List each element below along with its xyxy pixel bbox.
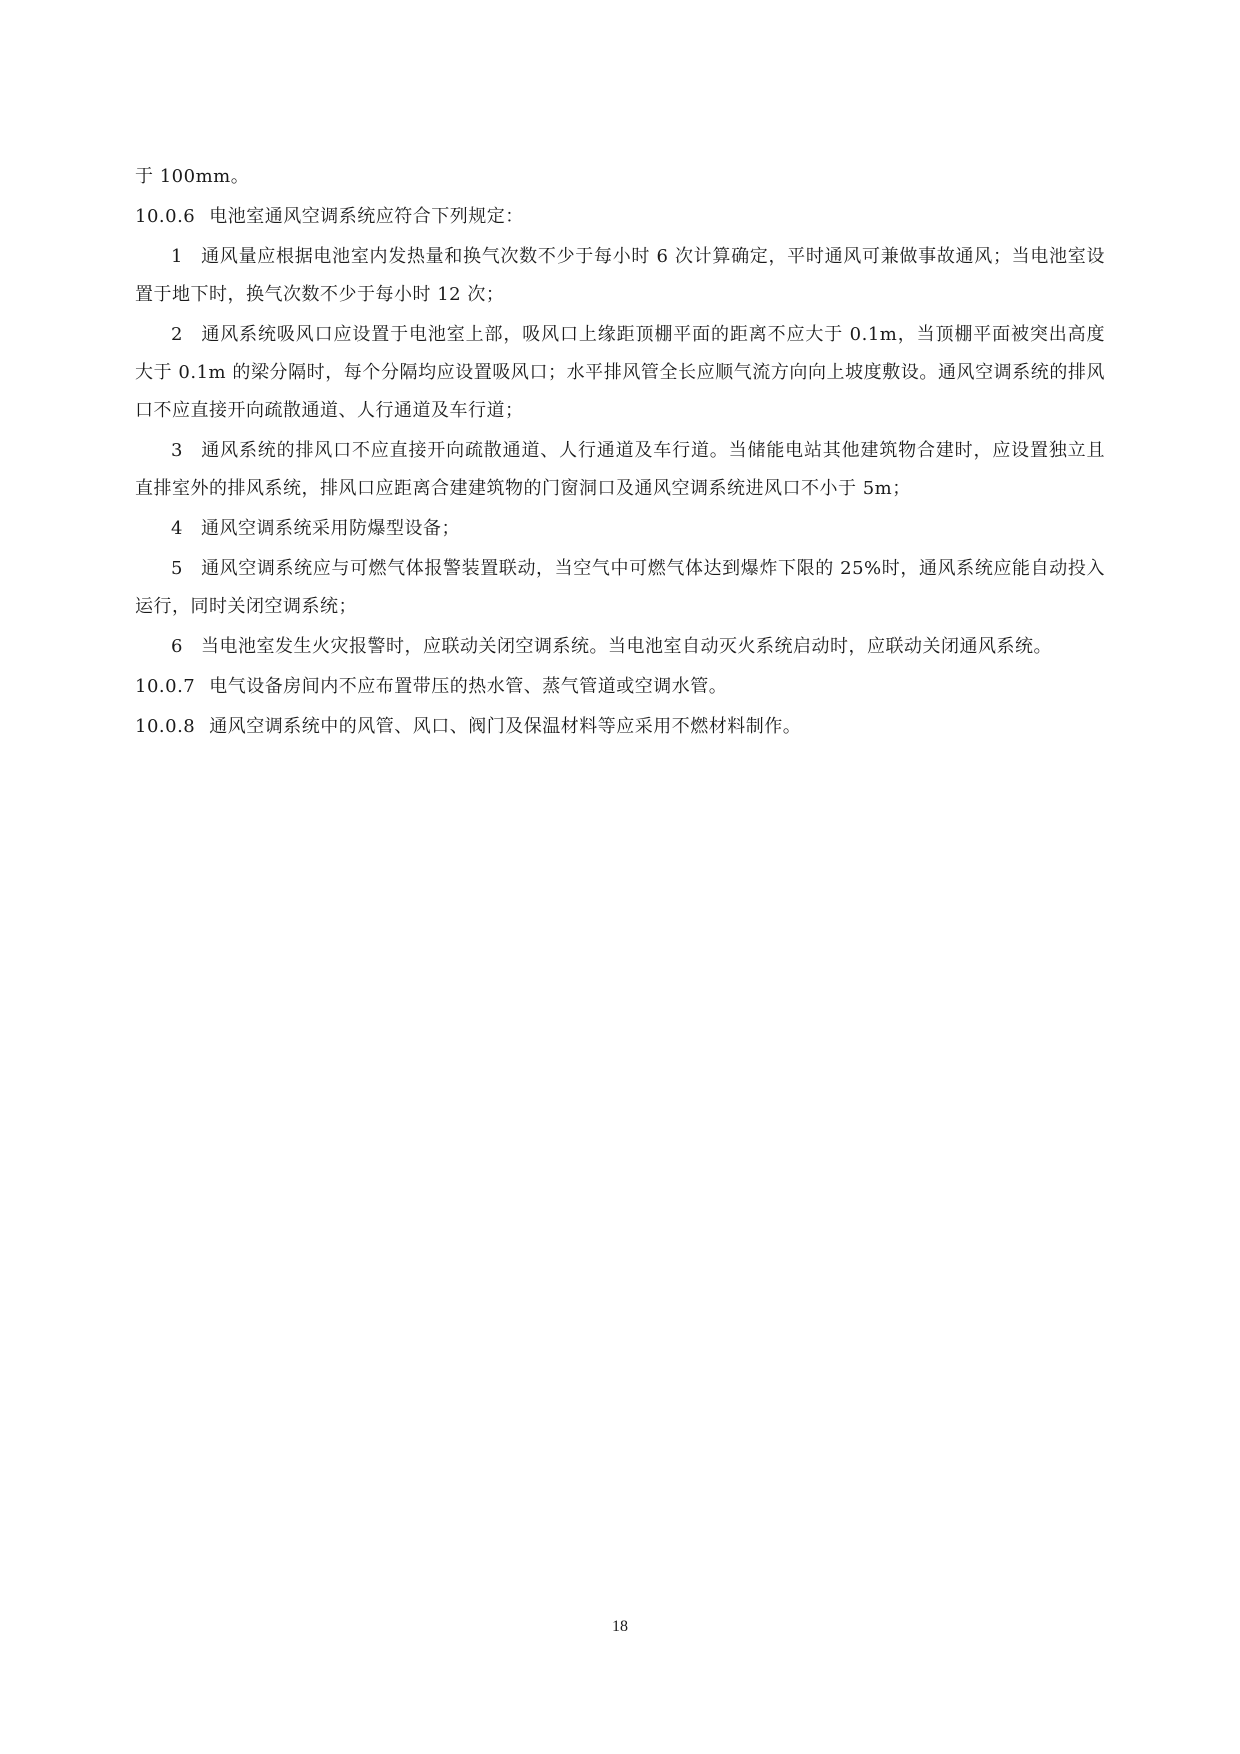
item-number: 6 [171,636,183,657]
item-text: 通风空调系统采用防爆型设备； [200,518,460,539]
page-body [135,158,1105,748]
item-text: 通风系统的排风口不应直接开向疏散通道、人行通道及车行道。当储能电站其他建筑物合建时，应设置独立且直排室外的排风系统，排风口应距离合建建筑物的门窗洞口及通风空调系统进风口不小于 5m； [135,440,1105,499]
item-number: 4 [171,518,183,539]
clause-number: 10.0.8 [135,716,196,737]
item-text: 通风系统吸风口应设置于电池室上部，吸风口上缘距顶棚平面的距离不应大于 0.1m，当顶棚平面被突出高度大于 0.1m 的梁分隔时，每个分隔均应设置吸风口；水平排风管全长应顺气流方向向上坡度敷设。通风空调系统的排风口不应直接开向疏散通道、人行通道及车行道； [135,324,1105,421]
item-number: 1 [171,246,183,267]
item-text: 当电池室发生火灾报警时，应联动关闭空调系统。当电池室自动灭火系统启动时，应联动关闭通风系统。 [200,636,1052,657]
clause-10-0-8 [135,708,1105,746]
list-item-6 [135,628,1105,666]
item-number: 5 [171,558,183,579]
page-number: 18 [612,1618,628,1635]
item-number: 3 [171,440,183,461]
clause-10-0-6 [135,198,1105,236]
list-item-3 [135,432,1105,508]
continuation-paragraph [135,158,1105,196]
list-item-1 [135,238,1105,314]
list-item-5 [135,550,1105,626]
item-number: 2 [171,324,183,345]
clause-number: 10.0.6 [135,206,196,227]
clause-number: 10.0.7 [135,676,196,697]
clause-title: 电池室通风空调系统应符合下列规定： [209,206,524,227]
clause-10-0-7 [135,668,1105,706]
continuation-text: 于 100mm。 [135,166,250,187]
item-text: 通风量应根据电池室内发热量和换气次数不少于每小时 6 次计算确定，平时通风可兼做事故通风；当电池室设置于地下时，换气次数不少于每小时 12 次； [135,246,1105,305]
clause-text: 电气设备房间内不应布置带压的热水管、蒸气管道或空调水管。 [209,676,728,697]
item-text: 通风空调系统应与可燃气体报警装置联动，当空气中可燃气体达到爆炸下限的 25%时，通风系统应能自动投入运行，同时关闭空调系统； [135,558,1105,617]
list-item-2 [135,316,1105,430]
list-item-4 [135,510,1105,548]
clause-text: 通风空调系统中的风管、风口、阀门及保温材料等应采用不燃材料制作。 [209,716,802,737]
